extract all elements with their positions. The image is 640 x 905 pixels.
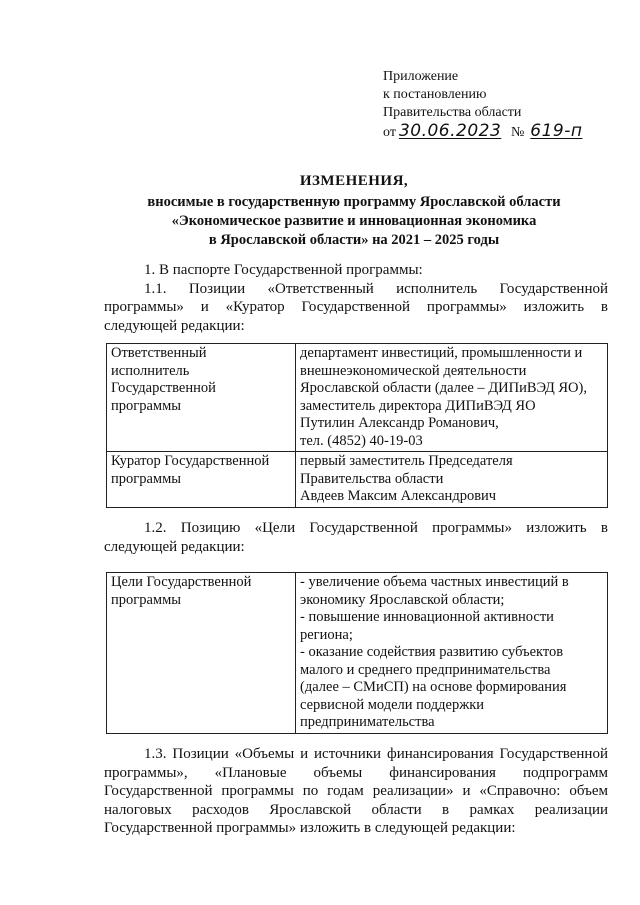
handwritten-date: 30.06.2023 [398, 121, 502, 141]
table-responsible-value-line: заместитель директора ДИПиВЭД ЯО [300, 397, 536, 414]
section-1-heading-text: 1. В паспорте Государственной программы: [144, 262, 423, 278]
document-title [100, 172, 608, 250]
section-1-3 [104, 745, 608, 838]
table-responsible-value-line: Путилин Александр Романович, [300, 415, 499, 431]
p12-line-1-text: 1.2. Позицию «Цели Государственной программы» изложить в [144, 520, 608, 536]
table-responsible-label-line: программы [111, 470, 181, 487]
table-responsible-label-line: Ответственный [111, 345, 207, 361]
title-line-3: «Экономическое развитие и инновационная экономика [171, 213, 537, 229]
appendix-date-row [383, 122, 602, 142]
table-goals-row [107, 573, 608, 734]
p11-line-1 [104, 280, 608, 299]
table-responsible-body [107, 344, 608, 508]
p13-line-2: программы», «Плановые объемы финансирования подпрограмм [104, 764, 608, 781]
p11-line-3: следующей редакции: [104, 317, 245, 334]
table-goals-body [107, 573, 608, 734]
number-prefix: № [510, 125, 525, 140]
table-goals-value-line: - повышение инновационной активности [300, 609, 554, 625]
table-goals-label-cell [107, 573, 296, 734]
p12-line-2: следующей редакции: [104, 538, 245, 555]
table-responsible-value-line: Правительства области [300, 470, 444, 487]
table-goals-value-line: предпринимательства [300, 714, 435, 730]
appendix-header [383, 68, 602, 142]
table-goals-value-cell [296, 573, 608, 734]
date-prefix: от [383, 125, 396, 140]
table-responsible-value-line: внешнеэкономической деятельности [300, 362, 527, 379]
title-line-2: вносимые в государственную программу Ярославской области [147, 194, 561, 210]
p13-line-1 [104, 745, 608, 764]
title-line-4: в Ярославской области» на 2021 – 2025 годы [208, 232, 500, 248]
table-responsible-value-cell [296, 344, 608, 452]
table-responsible-row [107, 452, 608, 508]
table-goals [106, 572, 608, 734]
table-responsible-value-cell [296, 452, 608, 508]
table-goals-label-line: программы [111, 591, 181, 608]
p13-line-4: налоговых расходов Ярославской области в рамках реализации [104, 801, 608, 818]
table-responsible-value-line: первый заместитель Председателя [300, 453, 513, 469]
section-1 [104, 261, 608, 335]
table-responsible-value-line: тел. (4852) 40-19-03 [300, 432, 423, 449]
table-responsible-label-line: Государственной [111, 380, 216, 396]
section-1-heading [104, 261, 608, 280]
table-goals-value-line: - оказание содействия развитию субъектов [300, 644, 564, 660]
table-responsible-label-line: программы [111, 397, 181, 414]
title-main: ИЗМЕНЕНИЯ, [299, 173, 409, 189]
p13-line-3: Государственной программы по годам реализации» и «Справочно: объем [104, 783, 608, 799]
table-responsible-label-line: исполнитель [111, 362, 190, 379]
table-goals-value-line: - увеличение объема частных инвестиций в [300, 574, 569, 590]
table-goals-value-line: (далее – СМиСП) на основе формирования [300, 679, 567, 695]
section-1-2 [104, 519, 608, 556]
handwritten-number: 619-п [530, 121, 583, 141]
table-responsible-label-cell [107, 452, 296, 508]
appendix-line-3: Правительства области [383, 105, 522, 120]
p11-line-1-text: 1.1. Позиции «Ответственный исполнитель Государственной [144, 280, 608, 297]
appendix-line-1: Приложение [383, 69, 459, 84]
table-responsible-row [107, 344, 608, 452]
p12-line-1 [104, 519, 608, 538]
p13-line-5: Государственной программы» изложить в следующей редакции: [104, 820, 516, 836]
table-responsible [106, 343, 608, 508]
table-responsible-value-line: Ярославской области (далее – ДИПиВЭД ЯО), [300, 380, 587, 396]
table-goals-value-line: региона; [300, 626, 353, 643]
table-goals-value-line: малого и среднего предпринимательства [300, 661, 551, 678]
table-goals-label-line: Цели Государственной [111, 574, 252, 590]
p11-line-2: программы» и «Куратор Государственной программы» изложить в [104, 299, 608, 315]
table-responsible-label-line: Куратор Государственной [111, 453, 270, 469]
table-responsible-value-line: Авдеев Максим Александрович [300, 488, 497, 504]
appendix-line-2: к постановлению [383, 87, 487, 102]
table-goals-value-line: экономику Ярославской области; [300, 591, 505, 608]
table-responsible-value-line: департамент инвестиций, промышленности и [300, 345, 583, 361]
table-goals-value-line: сервисной модели поддержки [300, 696, 485, 713]
p13-line-1-text: 1.3. Позиции «Объемы и источники финансирования Государственной [144, 746, 608, 762]
table-responsible-label-cell [107, 344, 296, 452]
